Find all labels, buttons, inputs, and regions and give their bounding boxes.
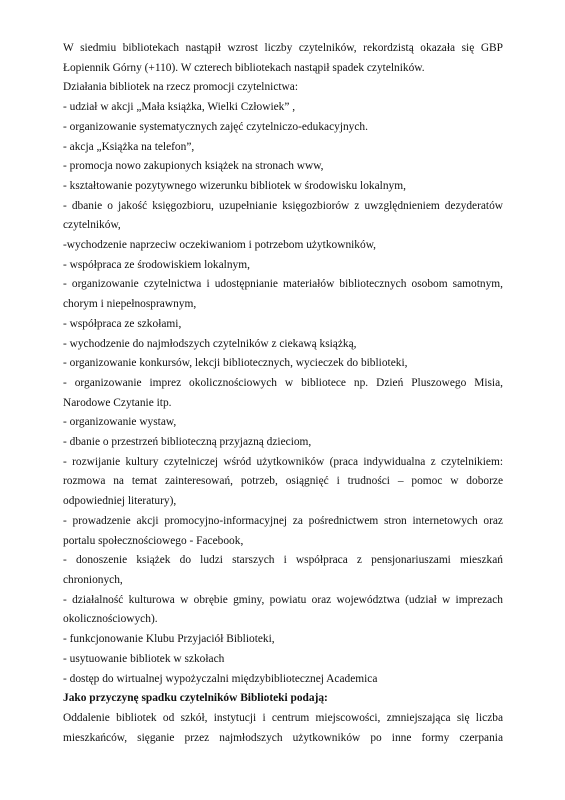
text-line: - donoszenie książek do ludzi starszych i współpraca z pensjonariuszami mieszkań <box>63 554 503 567</box>
text-line: - dbanie o jakość księgozbioru, uzupełnianie księgozbiorów z uwzględnieniem dezyderatów <box>63 199 503 212</box>
text-line: - rozwijanie kultury czytelniczej wśród użytkowników (praca indywidualna z czytelnikiem: <box>63 455 503 468</box>
text-line: Łopiennik Górny (+110). W czterech bibliotekach nastąpił spadek czytelników. <box>63 61 425 74</box>
text-line: odpowiedniej literatury), <box>63 495 177 508</box>
document-body <box>63 39 503 748</box>
text-line: mieszkańców, sięganie przez najmłodszych użytkowników po inne formy czerpania <box>63 731 503 744</box>
text-line: - wychodzenie do najmłodszych czytelników z ciekawą książką, <box>63 337 357 350</box>
text-line: rozmowa na temat zainteresowań, potrzeb, osiągnięć i trudności – pomoc w doborze <box>63 475 503 488</box>
text-line: - akcja „Książka na telefon”, <box>63 140 195 153</box>
text-line: - współpraca ze środowiskiem lokalnym, <box>63 258 250 271</box>
text-line: Działania bibliotek na rzecz promocji czytelnictwa: <box>63 81 298 94</box>
text-line: - współpraca ze szkołami, <box>63 317 182 330</box>
text-line: - dbanie o przestrzeń biblioteczną przyjazną dzieciom, <box>63 436 312 449</box>
text-line: Narodowe Czytanie itp. <box>63 396 172 409</box>
text-line: chorym i niepełnosprawnym, <box>63 298 197 311</box>
text-line: - organizowanie konkursów, lekcji bibliotecznych, wycieczek do biblioteki, <box>63 357 408 370</box>
text-line: - organizowanie wystaw, <box>63 416 177 429</box>
text-line: - promocja nowo zakupionych książek na stronach www, <box>63 160 324 173</box>
text-line: - dostęp do wirtualnej wypożyczalni międzybibliotecznej Academica <box>63 672 378 685</box>
text-line: Jako przyczynę spadku czytelników Biblioteki podają: <box>63 692 328 705</box>
text-line: okolicznościowych). <box>63 613 158 626</box>
text-line: - organizowanie imprez okolicznościowych w bibliotece np. Dzień Pluszowego Misia, <box>63 376 503 389</box>
text-line: - organizowanie czytelnictwa i udostępnianie materiałów bibliotecznych osobom samotnym, <box>63 278 503 291</box>
text-line: - organizowanie systematycznych zajęć czytelniczo-edukacyjnych. <box>63 120 368 133</box>
text-line: Oddalenie bibliotek od szkół, instytucji i centrum miejscowości, zmniejszająca się liczba <box>63 711 503 724</box>
text-line: - usytuowanie bibliotek w szkołach <box>63 652 225 665</box>
text-line: portalu społecznościowego - Facebook, <box>63 534 244 547</box>
text-line: chronionych, <box>63 573 123 586</box>
text-line: - udział w akcji „Mała książka, Wielki Człowiek” , <box>63 101 296 114</box>
text-line: - działalność kulturowa w obrębie gminy, powiatu oraz województwa (udział w imprezach <box>63 593 503 606</box>
text-line: W siedmiu bibliotekach nastąpił wzrost liczby czytelników, rekordzistą okazała się GBP <box>63 42 503 54</box>
text-line: - funkcjonowanie Klubu Przyjaciół Biblioteki, <box>63 633 275 646</box>
text-line: czytelników, <box>63 219 121 232</box>
text-line: -wychodzenie naprzeciw oczekiwaniom i potrzebom użytkowników, <box>63 239 377 252</box>
text-line: - kształtowanie pozytywnego wizerunku bibliotek w środowisku lokalnym, <box>63 179 406 192</box>
text-line: - prowadzenie akcji promocyjno-informacyjnej za pośrednictwem stron internetowych oraz <box>63 514 503 527</box>
